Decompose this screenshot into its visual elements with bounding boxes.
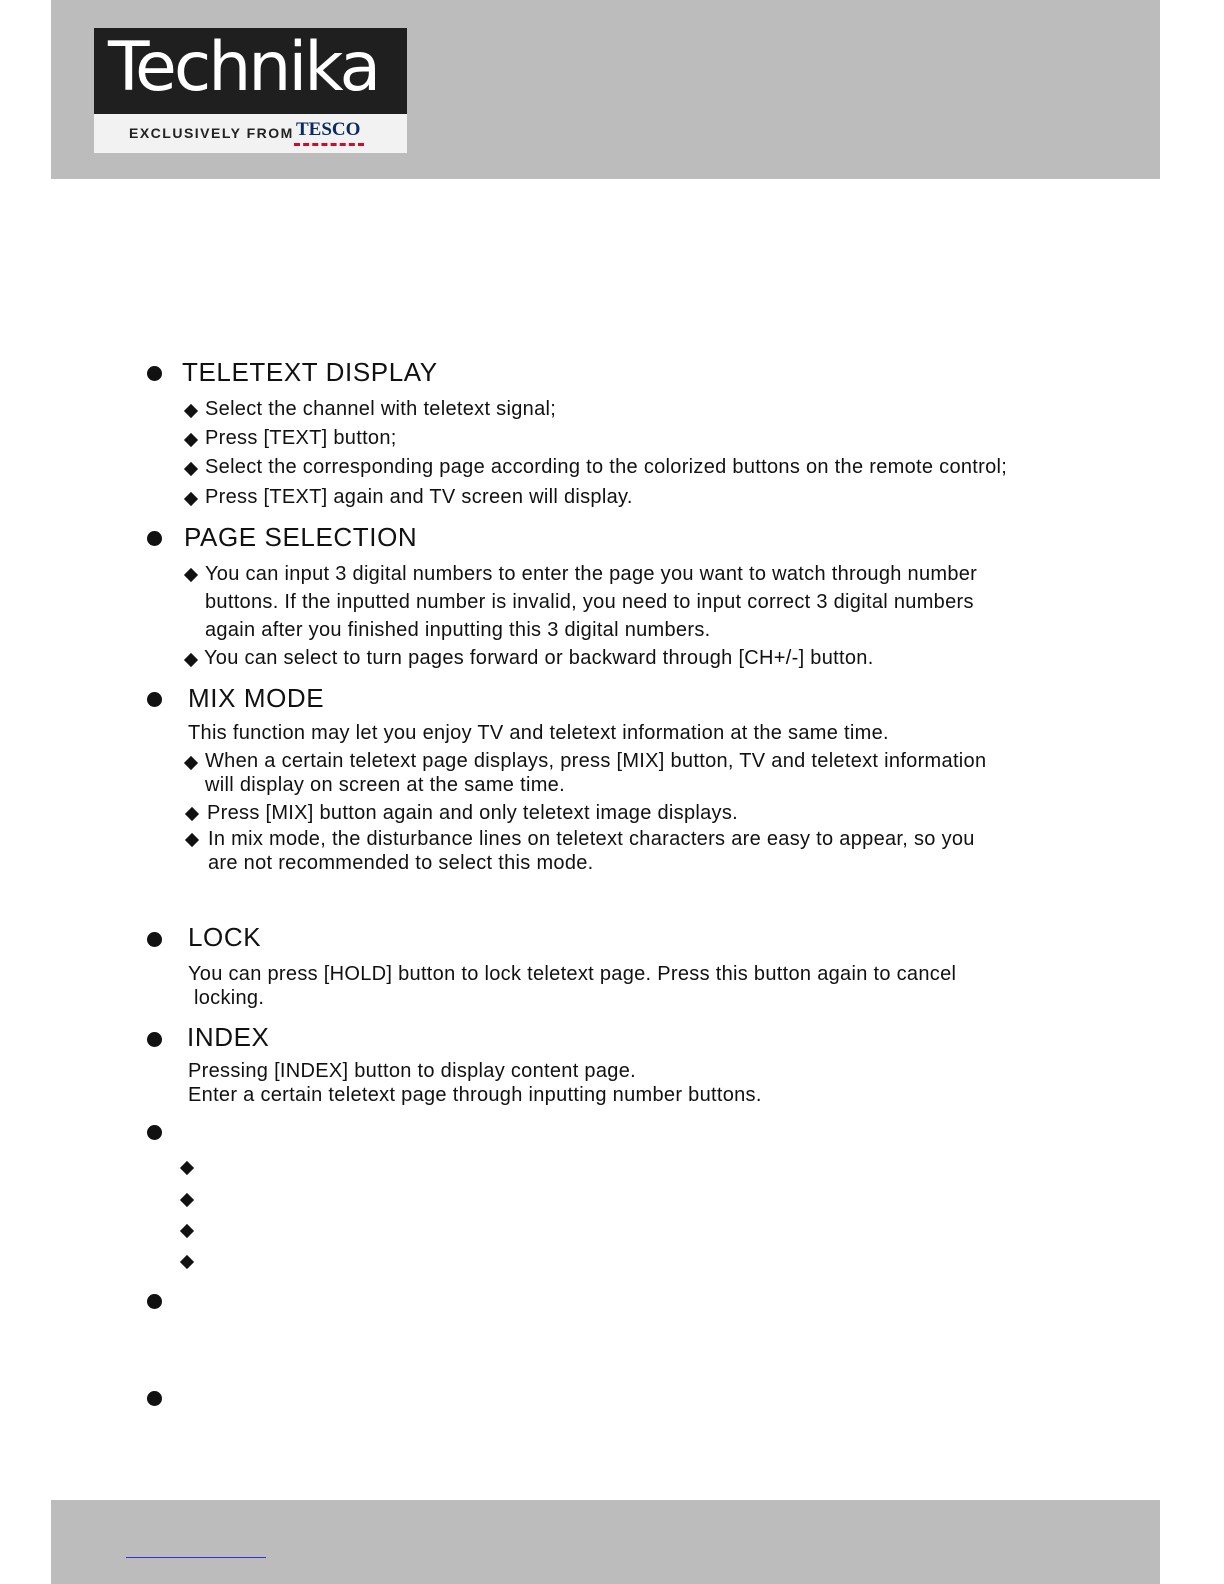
diamond-bullet: [184, 568, 198, 582]
diamond-bullet: [180, 1161, 194, 1175]
diamond-bullet: [180, 1255, 194, 1269]
list-item-continuation: will display on screen at the same time.: [205, 774, 565, 796]
list-item-continuation: again after you finished inputting this 3 digital numbers.: [205, 619, 711, 641]
section-text: You can press [HOLD] button to lock teletext page. Press this button again to cancel: [188, 963, 957, 985]
section-bullet: [147, 1391, 162, 1406]
diamond-bullet: [184, 462, 198, 476]
list-item: You can input 3 digital numbers to enter the page you want to watch through number: [205, 563, 978, 585]
list-item: Press [TEXT] again and TV screen will display.: [205, 486, 633, 508]
heading-teletext-display: TELETEXT DISPLAY: [182, 357, 438, 387]
list-item: Select the corresponding page according to the colorized buttons on the remote control;: [205, 456, 1008, 478]
list-item: When a certain teletext page displays, press [MIX] button, TV and teletext information: [205, 750, 987, 772]
diamond-bullet: [184, 404, 198, 418]
logo-stripes: [294, 143, 364, 149]
list-item: Press [TEXT] button;: [205, 427, 397, 449]
section-bullet: [147, 531, 162, 546]
heading-page-selection: PAGE SELECTION: [184, 522, 418, 552]
diamond-bullet: [184, 653, 198, 667]
logo-bottom-panel: [94, 114, 407, 153]
diamond-bullet: [184, 492, 198, 506]
footer-link-underline[interactable]: [126, 1556, 266, 1558]
section-text: Pressing [INDEX] button to display content page.: [188, 1060, 636, 1082]
heading-mix-mode: MIX MODE: [188, 683, 325, 713]
heading-lock: LOCK: [188, 922, 262, 952]
logo-wordmark: Technika: [108, 28, 379, 107]
logo-brand: TESCO: [296, 119, 361, 140]
diamond-bullet: [185, 807, 199, 821]
section-bullet: [147, 692, 162, 707]
section-bullet: [147, 1032, 162, 1047]
heading-index: INDEX: [187, 1022, 270, 1052]
section-text: locking.: [194, 987, 265, 1009]
section-bullet: [147, 1294, 162, 1309]
diamond-bullet: [180, 1224, 194, 1238]
diamond-bullet: [184, 433, 198, 447]
section-text: Enter a certain teletext page through inputting number buttons.: [188, 1084, 762, 1106]
diamond-bullet: [184, 756, 198, 770]
section-bullet: [147, 1125, 162, 1140]
technika-logo: [94, 28, 407, 153]
list-item: In mix mode, the disturbance lines on teletext characters are easy to appear, so you: [208, 828, 975, 850]
section-bullet: [147, 932, 162, 947]
list-item: You can select to turn pages forward or backward through [CH+/-] button.: [204, 647, 874, 669]
section-intro: This function may let you enjoy TV and teletext information at the same time.: [188, 722, 889, 744]
footer-band: [51, 1500, 1160, 1584]
list-item-continuation: are not recommended to select this mode.: [208, 852, 594, 874]
logo-tagline: EXCLUSIVELY FROM: [129, 125, 294, 141]
section-bullet: [147, 366, 162, 381]
diamond-bullet: [180, 1193, 194, 1207]
list-item: Select the channel with teletext signal;: [205, 398, 557, 420]
list-item-continuation: buttons. If the inputted number is invalid, you need to input correct 3 digital numbers: [205, 591, 974, 613]
diamond-bullet: [185, 833, 199, 847]
logo-top-panel: [94, 28, 407, 114]
list-item: Press [MIX] button again and only teletext image displays.: [207, 802, 739, 824]
